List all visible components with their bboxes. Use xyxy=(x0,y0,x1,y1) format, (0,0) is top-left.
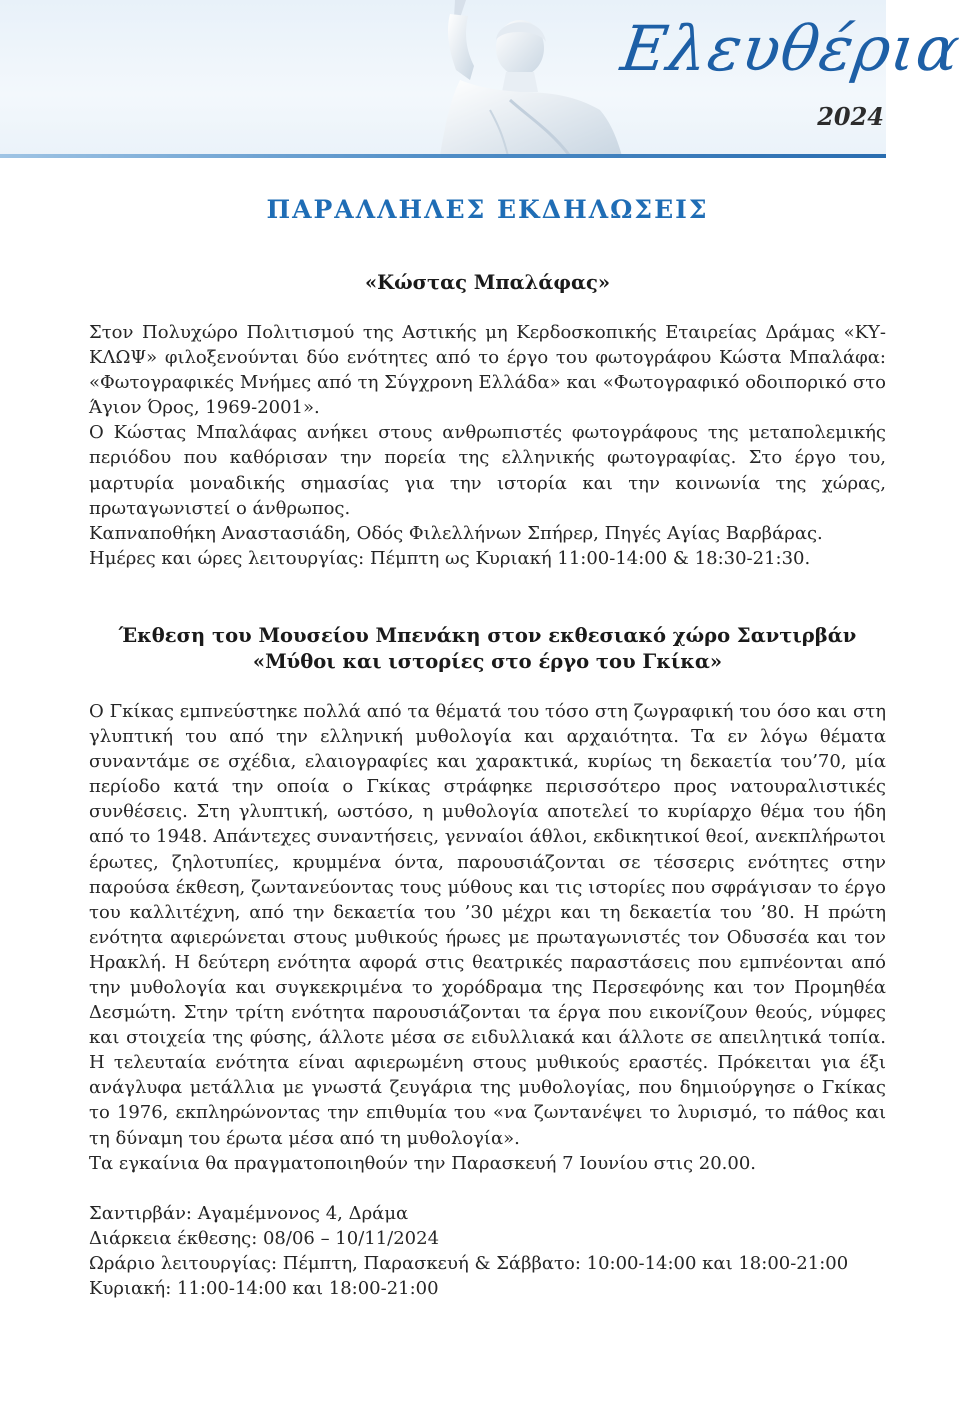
venue-address: Καπναποθήκη Αναστασιάδη, Οδός Φιλελλήνων Σπήρερ, Πηγές Αγίας Βαρβάρας. xyxy=(89,522,823,544)
section-title-line2: «Μύθοι και ιστορίες στο έργο του Γκίκα» xyxy=(252,649,723,673)
paragraph: Ο Κώστας Μπαλάφας ανήκει στους ανθρωπιστές φωτογράφους της μεταπολεμικής περιόδου που καθόρισαν την πορεία της ελληνικής φωτογραφίας. Στο έργο του, μαρτυρία μοναδικής σημασίας για την ιστορία και την κοινωνία της χώρας, πρωταγωνιστεί ο άνθρωπος. xyxy=(89,422,886,519)
paragraph: Ο Γκίκας εμπνεύστηκε πολλά από τα θέματά του τόσο στη ζωγραφική του όσο και στη γλυπτική του από την ελληνική μυθολογία και αρχαιότητα. Τα εν λόγω θέματα συναντάμε σε σχέδια, ελαιογραφίες και χαρακτικά, κυρίως τη δεκαετία του’70, μία περίοδο κατά την οποία ο Γκίκας στράφηκε περισσότερο προς νατουραλιστικές συνθέσεις. Στη γλυπτική, ωστόσο, η μυθολογία αποτελεί το κυρίαρχο θέμα του ήδη από το 1948. Απάντεχες συναντήσεις, γενναίοι άθλοι, εκδικητικοί θεοί, ανεκπλήρωτοι έρωτες, ζηλοτυπίες, κρυμμένα όντα, παρουσιάζονται σε τέσσερις ενότητες στην παρούσα έκθεση, ζωντανεύοντας τους μύθους και τις ιστορίες που σφράγισαν το έργο του καλλιτέχνη, από την δεκαετία του ’30 μέχρι και τη δεκαετία του ’80. Η πρώτη ενότητα αφιερώνεται στους μυθικούς ήρωες με πρωταγωνιστές τον Οδυσσέα και τον Ηρακλή. Η δεύτερη ενότητα αφορά στις θεατρικές παραστάσεις που εμπνέονται από την μυθολογία και συγκεκριμένα το χορόδραμα της Περσεφόνης και τον Προμηθέα Δεσμώτη. Στην τρίτη ενότητα παρουσιάζονται τα έργα που εικονίζουν θεούς, νύμφες και στοιχεία της φύσης, άλλοτε μέσα σε ειδυλλιακά και άλλοτε σε απειλητικά τοπία. Η τελευταία ενότητα είναι αφιερωμένη στους μυθικούς εραστές. Πρόκειται για έξι ανάγλυφα μετάλλια με γνωστά ζευγάρια της μυθολογίας, που δημιούργησε ο Γκίκας το 1976, εκπληρώνοντας την επιθυμία του «να ζωντανέψει το λυρισμό, το πάθος και τη δύναμη του έρωτα μέσα από τη μυθολογία». xyxy=(89,700,886,1149)
info-line: Κυριακή: 11:00-14:00 και 18:00-21:00 xyxy=(89,1278,439,1299)
section-title-line1: Έκθεση του Μουσείου Μπενάκη στον εκθεσιακό χώρο Σαντιρβάν xyxy=(118,623,857,647)
opening-hours: Ημέρες και ώρες λειτουργίας: Πέμπτη ως Κυριακή 11:00-14:00 & 18:30-21:30. xyxy=(89,547,811,569)
statue-image xyxy=(400,0,630,156)
logo-word: Ελευθέρια xyxy=(616,12,965,85)
section-balafas xyxy=(89,270,886,571)
page-title: ΠΑΡΑΛΛΗΛΕΣ ΕΚΔΗΛΩΣΕΙΣ xyxy=(266,195,709,224)
opening-ceremony: Τα εγκαίνια θα πραγματοποιηθούν την Παρασκευή 7 Ιουνίου στις 20.00. xyxy=(89,1152,757,1174)
section-gikas xyxy=(89,623,886,1301)
logo-year: 2024 xyxy=(817,102,884,131)
info-line: Διάρκεια έκθεσης: 08/06 – 10/11/2024 xyxy=(89,1227,440,1249)
section-title xyxy=(89,623,886,675)
paragraph: Στον Πολυχώρο Πολιτισμού της Αστικής μη Κερδοσκοπικής Εταιρείας Δράμας «ΚΥ-ΚΛΩΨ» φιλοξενούνται δύο ενότητες από το έργο του φωτογράφου Κώστα Μπαλάφα: «Φωτογραφικές Μνήμες από τη Σύγχρονη Ελλάδα» και «Φωτογραφικό οδοιπορικό στο Άγιον Όρος, 1969-2001». xyxy=(89,322,886,419)
info-line: Σαντιρβάν: Αγαμέμνονος 4, Δράμα xyxy=(89,1202,409,1224)
page-content xyxy=(89,195,886,1301)
eleftheria-logo xyxy=(616,12,965,142)
section-title: «Κώστας Μπαλάφας» xyxy=(364,271,611,294)
header-rule xyxy=(0,154,886,158)
header-banner xyxy=(0,0,965,158)
info-line: Ωράριο λειτουργίας: Πέμπτη, Παρασκευή & Σάββατο: 10:00-14:00 και 18:00-21:00 xyxy=(89,1252,849,1274)
